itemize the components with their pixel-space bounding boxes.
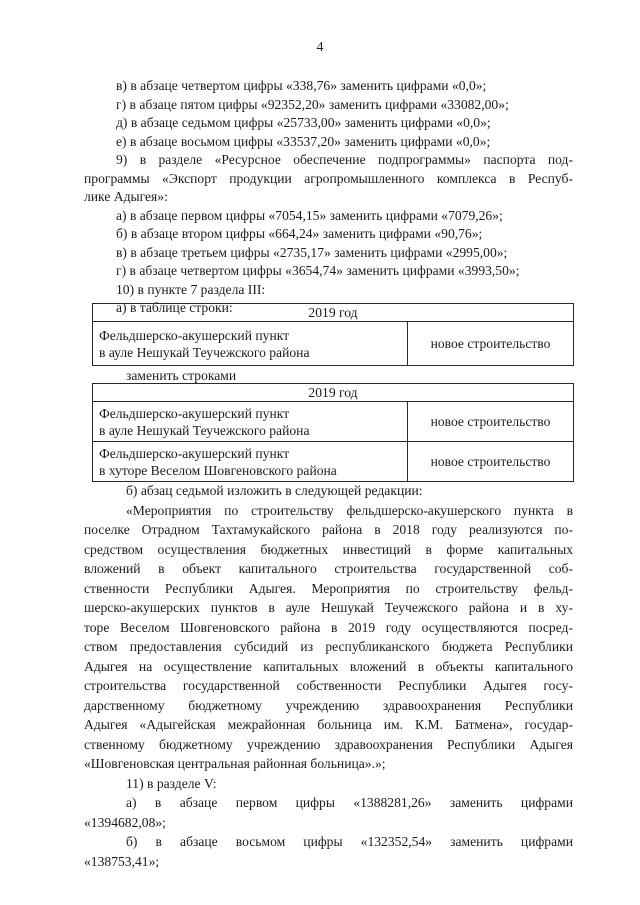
- text-line: дарственному бюджетному учреждению здравоохранения Республики: [84, 698, 573, 713]
- table-year-row: [93, 384, 574, 402]
- text-line: д) в абзаце седьмом цифры «25733,00» заменить цифрами «0,0»;: [116, 115, 491, 130]
- construction-type-cell: новое строительство: [408, 322, 574, 366]
- text-line: «Шовгеновская центральная районная больница».»;: [84, 756, 386, 771]
- construction-type-cell: новое строительство: [408, 442, 574, 482]
- facility-name-cell: [93, 442, 408, 482]
- text-line: 10) в пункте 7 раздела III:: [116, 282, 266, 297]
- table-year-row: [93, 304, 574, 322]
- table-original-rows: [92, 303, 574, 366]
- facility-name-cell: [93, 402, 408, 442]
- page-number: 4: [316, 40, 324, 55]
- text-line: шерско-акушерских пунктов в ауле Нешукай Теучежского района и в ху-: [84, 600, 573, 615]
- facility-name-cell: [93, 322, 408, 366]
- table-row: [93, 442, 574, 482]
- text-line: а) в таблице строки:: [116, 300, 233, 315]
- text-line: г) в абзаце пятом цифры «92352,20» заменить цифрами «33082,00»;: [116, 97, 509, 112]
- text-line: б) абзац седьмой изложить в следующей редакции:: [126, 483, 423, 498]
- text-line: б) в абзаце восьмом цифры «132352,54» заменить цифрами: [126, 834, 573, 849]
- text-line: а) в абзаце первом цифры «1388281,26» заменить цифрами: [126, 795, 573, 810]
- text-line: е) в абзаце восьмом цифры «33537,20» заменить цифрами «0,0»;: [116, 134, 491, 149]
- text-line: г) в абзаце четвертом цифры «3654,74» заменить цифрами «3993,50»;: [116, 263, 520, 278]
- text-line: «Мероприятия по строительству фельдшерско-акушерского пункта в: [126, 503, 573, 518]
- replace-label: заменить строками: [126, 368, 237, 383]
- text-line: б) в абзаце втором цифры «664,24» заменить цифрами «90,76»;: [116, 226, 483, 241]
- table-year-cell: 2019 год: [93, 384, 574, 402]
- text-line: лике Адыгея»:: [84, 189, 168, 204]
- text-line: средством осуществления бюджетных инвестиций в форме капитальных: [84, 542, 573, 557]
- construction-type-cell: новое строительство: [408, 402, 574, 442]
- text-line: программы «Экспорт продукции агропромышленного комплекса в Респуб-: [84, 171, 573, 186]
- table-replacement-rows: [92, 383, 574, 482]
- text-line: поселке Отрадном Тахтамукайского района в 2018 году реализуются по-: [84, 522, 573, 537]
- table-year-cell: 2019 год: [93, 304, 574, 322]
- text-line: ственности Республики Адыгея. Мероприятия по строительству фельд-: [84, 581, 573, 596]
- text-line: «138753,41»;: [84, 854, 160, 869]
- text-line: ством предоставления субсидий из республиканского бюджета Республики: [84, 639, 573, 654]
- facility-name-line: в ауле Нешукай Теучежского района: [99, 344, 310, 360]
- table-row: [93, 322, 574, 366]
- text-line: вложений в объект капитального строительства государственной соб-: [84, 561, 573, 576]
- text-line: 9) в разделе «Ресурсное обеспечение подпрограммы» паспорта под-: [116, 152, 573, 167]
- facility-name-line: в хуторе Веселом Шовгеновского района: [99, 462, 337, 478]
- text-line: торе Веселом Шовгеновского района в 2019 году осуществляются посред-: [84, 620, 573, 635]
- table-row: [93, 402, 574, 442]
- facility-name-line: Фельдшерско-акушерский пункт: [99, 405, 290, 421]
- facility-name-line: Фельдшерско-акушерский пункт: [99, 445, 290, 461]
- facility-name-line: в ауле Нешукай Теучежского района: [99, 422, 310, 438]
- text-line: Адыгея «Адыгейская межрайонная больница им. К.М. Батмена», государ-: [84, 717, 573, 732]
- text-line: Адыгея на осуществление капитальных вложений в объекты капитального: [84, 659, 573, 674]
- text-line: а) в абзаце первом цифры «7054,15» заменить цифрами «7079,26»;: [116, 208, 503, 223]
- text-line: строительства государственной собственности Республики Адыгея госу-: [84, 678, 573, 693]
- text-line: в) в абзаце третьем цифры «2735,17» заменить цифрами «2995,00»;: [116, 245, 508, 260]
- text-line: в) в абзаце четвертом цифры «338,76» заменить цифрами «0,0»;: [116, 78, 487, 93]
- text-line: ственному бюджетному учреждению здравоохранения Республики Адыгея: [84, 737, 573, 752]
- facility-name-line: Фельдшерско-акушерский пункт: [99, 327, 290, 343]
- text-line: 11) в разделе V:: [126, 776, 217, 791]
- text-line: «1394682,08»;: [84, 815, 166, 830]
